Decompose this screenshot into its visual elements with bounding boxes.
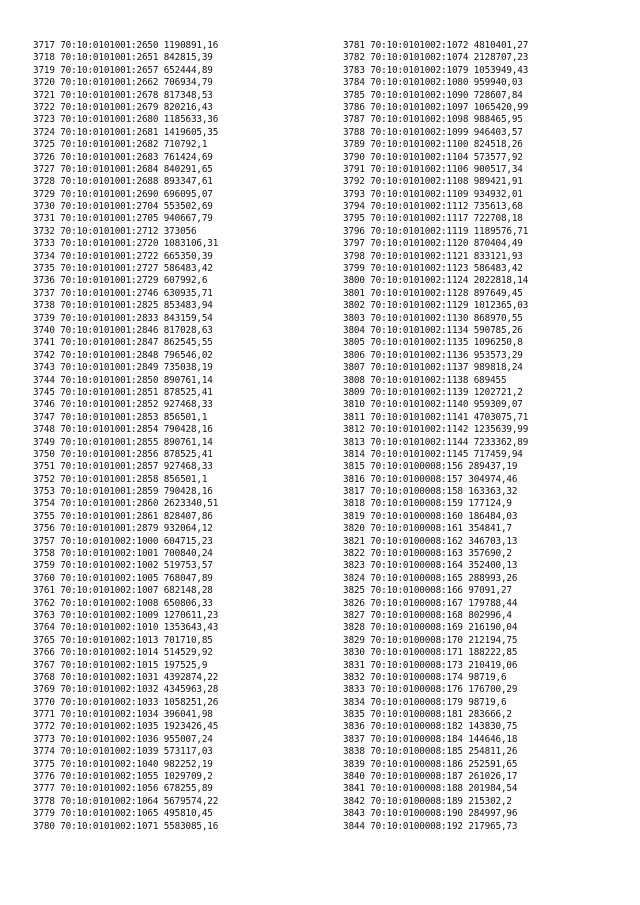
- record-line: 3836 70:10:0100008:182 143830,75: [343, 721, 518, 733]
- record-line: 3736 70:10:0101001:2729 607992,6: [33, 275, 208, 287]
- record-line: 3803 70:10:0101002:1130 868970,55: [343, 312, 523, 324]
- record-line: 3786 70:10:0101002:1097 1065420,99: [343, 101, 529, 113]
- record-line: 3817 70:10:0100008:158 163363,32: [343, 486, 518, 498]
- record-line: 3721 70:10:0101001:2678 817348,53: [33, 89, 213, 101]
- record-line: 3732 70:10:0101001:2712 373056: [33, 225, 197, 237]
- record-line: 3746 70:10:0101001:2852 927468,33: [33, 399, 213, 411]
- record-line: 3824 70:10:0100008:165 288993,26: [343, 572, 518, 584]
- record-line: 3771 70:10:0101002:1034 396041,98: [33, 709, 213, 721]
- record-line: 3793 70:10:0101002:1109 934932,01: [343, 188, 523, 200]
- record-line: 3729 70:10:0101001:2690 696095,07: [33, 188, 213, 200]
- record-line: 3830 70:10:0100008:171 188222,85: [343, 647, 518, 659]
- record-line: 3780 70:10:0101002:1071 5583085,16: [33, 820, 219, 832]
- record-line: 3755 70:10:0101001:2861 828407,86: [33, 510, 213, 522]
- record-line: 3797 70:10:0101002:1120 870404,49: [343, 238, 523, 250]
- record-line: 3805 70:10:0101002:1135 1096250,8: [343, 337, 523, 349]
- record-line: 3841 70:10:0100008:188 201984,54: [343, 783, 518, 795]
- record-line: 3833 70:10:0100008:176 176700,29: [343, 684, 518, 696]
- record-line: 3739 70:10:0101001:2833 843159,54: [33, 312, 213, 324]
- record-line: 3804 70:10:0101002:1134 590785,26: [343, 324, 523, 336]
- record-line: 3744 70:10:0101001:2850 890761,14: [33, 374, 213, 386]
- record-line: 3819 70:10:0100008:160 186484,03: [343, 510, 518, 522]
- record-line: 3838 70:10:0100008:185 254811,26: [343, 746, 518, 758]
- record-line: 3779 70:10:0101002:1065 495810,45: [33, 808, 213, 820]
- record-line: 3840 70:10:0100008:187 261026,17: [343, 771, 518, 783]
- record-line: 3800 70:10:0101002:1124 2022818,14: [343, 275, 529, 287]
- record-line: 3844 70:10:0100008:192 217965,73: [343, 820, 518, 832]
- record-line: 3768 70:10:0101002:1031 4392874,22: [33, 671, 219, 683]
- record-line: 3835 70:10:0100008:181 283666,2: [343, 709, 512, 721]
- record-line: 3754 70:10:0101001:2860 2623340,51: [33, 498, 219, 510]
- record-line: 3818 70:10:0100008:159 177124,9: [343, 498, 512, 510]
- record-line: 3806 70:10:0101002:1136 953573,29: [343, 349, 523, 361]
- record-line: 3725 70:10:0101001:2682 710792,1: [33, 139, 208, 151]
- record-line: 3719 70:10:0101001:2657 652444,89: [33, 64, 213, 76]
- record-line: 3796 70:10:0101002:1119 1189576,71: [343, 225, 529, 237]
- record-line: 3726 70:10:0101001:2683 761424,69: [33, 151, 213, 163]
- record-line: 3759 70:10:0101002:1002 519753,57: [33, 560, 213, 572]
- record-line: 3808 70:10:0101002:1138 689455: [343, 374, 507, 386]
- record-line: 3747 70:10:0101001:2853 856501,1: [33, 411, 208, 423]
- record-line: 3821 70:10:0100008:162 346703,13: [343, 535, 518, 547]
- record-line: 3762 70:10:0101002:1008 650806,33: [33, 597, 213, 609]
- record-line: 3839 70:10:0100008:186 252591,65: [343, 758, 518, 770]
- record-line: 3827 70:10:0100008:168 802996,4: [343, 609, 512, 621]
- record-line: 3718 70:10:0101001:2651 842815,39: [33, 52, 213, 64]
- record-line: 3733 70:10:0101001:2720 1083106,31: [33, 238, 219, 250]
- record-line: 3740 70:10:0101001:2846 817028,63: [33, 324, 213, 336]
- record-line: 3776 70:10:0101002:1055 1029709,2: [33, 771, 213, 783]
- record-line: 3781 70:10:0101002:1072 4810401,27: [343, 40, 529, 51]
- record-line: 3772 70:10:0101002:1035 1923426,45: [33, 721, 219, 733]
- record-line: 3720 70:10:0101001:2662 706934,79: [33, 77, 213, 89]
- record-line: 3813 70:10:0101002:1144 7233362,89: [343, 436, 529, 448]
- record-line: 3832 70:10:0100008:174 98719,6: [343, 671, 507, 683]
- record-line: 3742 70:10:0101001:2848 796546,02: [33, 349, 213, 361]
- record-line: 3745 70:10:0101001:2851 878525,41: [33, 386, 213, 398]
- record-line: 3798 70:10:0101002:1121 833121,93: [343, 250, 523, 262]
- record-line: 3751 70:10:0101001:2857 927468,33: [33, 461, 213, 473]
- record-line: 3831 70:10:0100008:173 210419,06: [343, 659, 518, 671]
- record-line: 3816 70:10:0100008:157 304974,46: [343, 473, 518, 485]
- record-line: 3794 70:10:0101002:1112 735613,68: [343, 201, 523, 213]
- record-line: 3734 70:10:0101001:2722 665350,39: [33, 250, 213, 262]
- record-line: 3728 70:10:0101001:2688 893347,61: [33, 176, 213, 188]
- record-line: 3769 70:10:0101002:1032 4345963,28: [33, 684, 219, 696]
- record-line: 3773 70:10:0101002:1036 955007,24: [33, 733, 213, 745]
- right-column: [343, 40, 528, 833]
- record-line: 3822 70:10:0100008:163 357690,2: [343, 548, 512, 560]
- record-line: 3843 70:10:0100008:190 284997,96: [343, 808, 518, 820]
- record-line: 3757 70:10:0101002:1000 604715,23: [33, 535, 213, 547]
- record-line: 3723 70:10:0101001:2680 1185633,36: [33, 114, 219, 126]
- record-line: 3829 70:10:0100008:170 212194,75: [343, 634, 518, 646]
- record-line: 3765 70:10:0101002:1013 701710,85: [33, 634, 213, 646]
- record-line: 3788 70:10:0101002:1099 946403,57: [343, 126, 523, 138]
- record-line: 3756 70:10:0101001:2879 932064,12: [33, 523, 213, 535]
- record-line: 3792 70:10:0101002:1108 989421,91: [343, 176, 523, 188]
- record-line: 3753 70:10:0101001:2859 790428,16: [33, 486, 213, 498]
- record-line: 3795 70:10:0101002:1117 722708,18: [343, 213, 523, 225]
- record-line: 3783 70:10:0101002:1079 1053949,43: [343, 64, 529, 76]
- record-line: 3791 70:10:0101002:1106 900517,34: [343, 163, 523, 175]
- record-line: 3789 70:10:0101002:1100 824518,26: [343, 139, 523, 151]
- record-line: 3823 70:10:0100008:164 352400,13: [343, 560, 518, 572]
- record-line: 3787 70:10:0101002:1098 988465,95: [343, 114, 523, 126]
- record-line: 3764 70:10:0101002:1010 1353643,43: [33, 622, 219, 634]
- record-line: 3785 70:10:0101002:1090 728607,84: [343, 89, 523, 101]
- record-line: 3741 70:10:0101001:2847 862545,55: [33, 337, 213, 349]
- record-line: 3766 70:10:0101002:1014 514529,92: [33, 647, 213, 659]
- record-line: 3777 70:10:0101002:1056 678255,89: [33, 783, 213, 795]
- record-line: 3811 70:10:0101002:1141 4703075,71: [343, 411, 529, 423]
- record-line: 3802 70:10:0101002:1129 1012365,03: [343, 300, 529, 312]
- record-line: 3724 70:10:0101001:2681 1419605,35: [33, 126, 219, 138]
- record-line: 3820 70:10:0100008:161 354841,7: [343, 523, 512, 535]
- record-line: 3790 70:10:0101002:1104 573577,92: [343, 151, 523, 163]
- record-line: 3774 70:10:0101002:1039 573117,03: [33, 746, 213, 758]
- record-line: 3778 70:10:0101002:1064 5679574,22: [33, 795, 219, 807]
- record-line: 3760 70:10:0101002:1005 768047,89: [33, 572, 213, 584]
- record-line: 3722 70:10:0101001:2679 820216,43: [33, 101, 213, 113]
- record-line: 3737 70:10:0101001:2746 630935,71: [33, 287, 213, 299]
- record-line: 3815 70:10:0100008:156 289437,19: [343, 461, 518, 473]
- record-line: 3758 70:10:0101002:1001 700840,24: [33, 548, 213, 560]
- record-line: 3834 70:10:0100008:179 98719,6: [343, 696, 507, 708]
- record-line: 3735 70:10:0101001:2727 586483,42: [33, 263, 213, 275]
- record-line: 3727 70:10:0101001:2684 840291,65: [33, 163, 213, 175]
- record-line: 3763 70:10:0101002:1009 1270611,23: [33, 609, 219, 621]
- record-line: 3784 70:10:0101002:1080 959940,03: [343, 77, 523, 89]
- record-line: 3799 70:10:0101002:1123 586483,42: [343, 263, 523, 275]
- record-line: 3767 70:10:0101002:1015 197525,9: [33, 659, 208, 671]
- record-line: 3825 70:10:0100008:166 97091,27: [343, 585, 512, 597]
- record-line: 3730 70:10:0101001:2704 553502,69: [33, 201, 213, 213]
- record-line: 3812 70:10:0101002:1142 1235639,99: [343, 424, 529, 436]
- record-line: 3842 70:10:0100008:189 215302,2: [343, 795, 512, 807]
- record-line: 3731 70:10:0101001:2705 940667,79: [33, 213, 213, 225]
- record-line: 3814 70:10:0101002:1145 717459,94: [343, 448, 523, 460]
- record-line: 3761 70:10:0101002:1007 682148,28: [33, 585, 213, 597]
- record-line: 3748 70:10:0101001:2854 790428,16: [33, 424, 213, 436]
- record-line: 3775 70:10:0101002:1040 982252,19: [33, 758, 213, 770]
- record-line: 3750 70:10:0101001:2856 878525,41: [33, 448, 213, 460]
- record-line: 3782 70:10:0101002:1074 2128707,23: [343, 52, 529, 64]
- record-line: 3826 70:10:0100008:167 179788,44: [343, 597, 518, 609]
- record-line: 3810 70:10:0101002:1140 959309,07: [343, 399, 523, 411]
- record-line: 3837 70:10:0100008:184 144646,18: [343, 733, 518, 745]
- record-line: 3743 70:10:0101001:2849 735038,19: [33, 362, 213, 374]
- record-line: 3717 70:10:0101001:2650 1190891,16: [33, 40, 219, 51]
- record-line: 3828 70:10:0100008:169 216190,04: [343, 622, 518, 634]
- record-line: 3770 70:10:0101002:1033 1058251,26: [33, 696, 219, 708]
- record-line: 3738 70:10:0101001:2825 853483,94: [33, 300, 213, 312]
- record-line: 3752 70:10:0101001:2858 856501,1: [33, 473, 208, 485]
- record-line: 3809 70:10:0101002:1139 1202721,2: [343, 386, 523, 398]
- left-column: [33, 40, 218, 833]
- record-line: 3801 70:10:0101002:1128 897649,45: [343, 287, 523, 299]
- record-line: 3807 70:10:0101002:1137 989818,24: [343, 362, 523, 374]
- record-line: 3749 70:10:0101001:2855 890761,14: [33, 436, 213, 448]
